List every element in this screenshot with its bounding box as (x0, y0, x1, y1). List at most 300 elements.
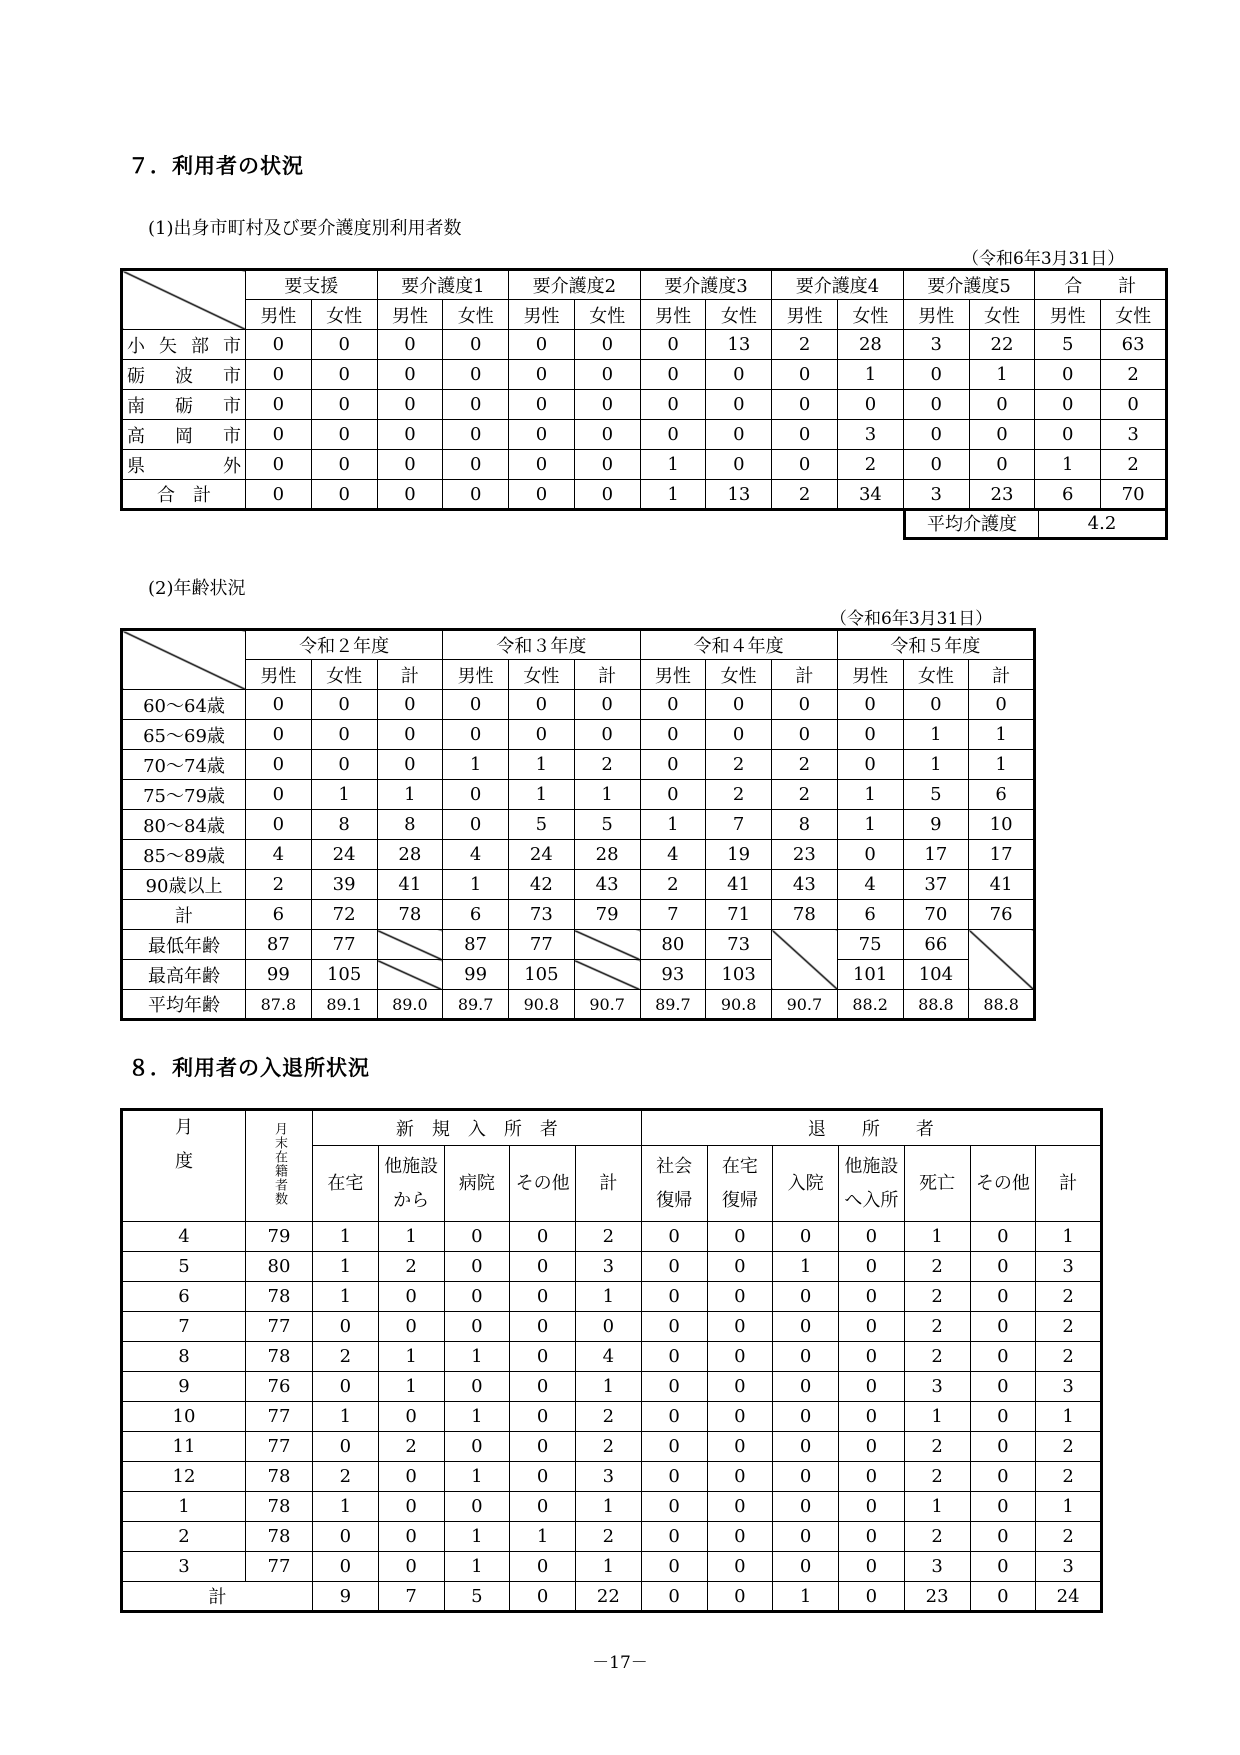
value-cell: 0 (510, 1282, 576, 1312)
value-cell: 0 (772, 720, 838, 750)
age-group-label: 85～89歳 (122, 840, 246, 870)
value-cell: 0 (246, 690, 312, 720)
table-row (122, 360, 1167, 390)
table-row (122, 690, 1035, 720)
enrolled-header-text: 月末在籍者数 (272, 1121, 287, 1206)
value-cell: 0 (970, 1552, 1036, 1582)
value-cell: 0 (377, 360, 443, 390)
value-cell: 0 (574, 480, 640, 510)
total-value: 0 (641, 1582, 707, 1612)
table-row (122, 1252, 1102, 1282)
table-row (122, 1552, 1102, 1582)
total-value: 7 (378, 1582, 444, 1612)
value-cell: 5 (903, 780, 969, 810)
value-cell: 1 (443, 750, 509, 780)
value-cell: 0 (839, 1432, 905, 1462)
value-cell: 0 (772, 420, 838, 450)
value-cell: 0 (839, 1372, 905, 1402)
subheader: 計 (969, 660, 1035, 690)
value-cell: 0 (444, 1492, 510, 1522)
value-cell: 2 (1036, 1282, 1102, 1312)
max-age-value: 103 (706, 960, 772, 990)
value-cell: 0 (378, 1402, 444, 1432)
subheader: 女性 (311, 660, 377, 690)
care-level-header: 要介護度2 (509, 270, 641, 300)
table-row (122, 390, 1167, 420)
value-cell: 2 (904, 1432, 970, 1462)
value-cell: 0 (640, 780, 706, 810)
value-cell: 0 (510, 1252, 576, 1282)
value-cell: 1 (640, 450, 706, 480)
value-cell: 8 (772, 810, 838, 840)
table-row (122, 1462, 1102, 1492)
value-cell: 0 (839, 1492, 905, 1522)
value-cell: 3 (904, 1552, 970, 1582)
empty-diagonal-cell (969, 930, 1035, 990)
month-cell: 11 (122, 1432, 246, 1462)
value-cell: 0 (707, 1552, 773, 1582)
table-row (122, 450, 1167, 480)
value-cell: 0 (641, 1402, 707, 1432)
value-cell: 0 (970, 1492, 1036, 1522)
value-cell: 1 (510, 1522, 576, 1552)
value-cell: 6 (837, 900, 903, 930)
value-cell: 0 (707, 1252, 773, 1282)
value-cell: 0 (773, 1492, 839, 1522)
value-cell: 1 (444, 1342, 510, 1372)
value-cell: 0 (640, 390, 706, 420)
value-cell: 0 (903, 420, 969, 450)
value-cell: 0 (509, 480, 575, 510)
value-cell: 0 (377, 390, 443, 420)
value-cell: 37 (903, 870, 969, 900)
table2-date: （令和6年3月31日） (830, 609, 993, 629)
value-cell: 0 (970, 1282, 1036, 1312)
value-cell: 0 (969, 420, 1035, 450)
enrolled-cell: 76 (246, 1372, 313, 1402)
table-row (122, 330, 1167, 360)
avg-age-value: 88.8 (903, 990, 969, 1020)
max-age-row (122, 960, 1035, 990)
value-cell: 0 (773, 1462, 839, 1492)
sex-header: 男性 (377, 300, 443, 330)
total-value: 1 (773, 1582, 839, 1612)
table-row (122, 900, 1035, 930)
value-cell: 0 (509, 690, 575, 720)
value-cell: 1 (837, 780, 903, 810)
value-cell: 0 (311, 690, 377, 720)
avg-age-value: 89.7 (443, 990, 509, 1020)
value-cell: 0 (641, 1222, 707, 1252)
value-cell: 0 (443, 720, 509, 750)
subheader: 計 (772, 660, 838, 690)
value-cell: 3 (576, 1462, 642, 1492)
value-cell: 0 (772, 690, 838, 720)
value-cell: 0 (773, 1372, 839, 1402)
value-cell: 0 (707, 1402, 773, 1432)
discharge-column-header: 他施設 へ入所 (839, 1146, 905, 1222)
table-row (122, 480, 1167, 510)
month-cell: 2 (122, 1522, 246, 1552)
value-cell: 0 (839, 1342, 905, 1372)
value-cell: 28 (838, 330, 904, 360)
admission-column-header: 他施設 から (378, 1146, 444, 1222)
value-cell: 63 (1101, 330, 1167, 360)
value-cell: 0 (378, 1282, 444, 1312)
value-cell: 0 (969, 390, 1035, 420)
value-cell: 0 (706, 690, 772, 720)
enrolled-cell: 78 (246, 1462, 313, 1492)
value-cell: 2 (772, 330, 838, 360)
value-cell: 0 (378, 1552, 444, 1582)
min-age-value: 73 (706, 930, 772, 960)
value-cell: 1 (443, 870, 509, 900)
value-cell: 2 (313, 1342, 379, 1372)
value-cell: 0 (246, 810, 312, 840)
table-row (122, 810, 1035, 840)
value-cell: 0 (311, 360, 377, 390)
sex-header: 女性 (1101, 300, 1167, 330)
empty-diagonal-cell (377, 930, 443, 960)
total-value: 22 (576, 1582, 642, 1612)
admission-column-header: 計 (576, 1146, 642, 1222)
value-cell: 4 (443, 840, 509, 870)
value-cell: 2 (574, 750, 640, 780)
value-cell: 2 (838, 450, 904, 480)
value-cell: 0 (707, 1222, 773, 1252)
value-cell: 0 (839, 1402, 905, 1432)
value-cell: 2 (378, 1432, 444, 1462)
value-cell: 2 (706, 780, 772, 810)
value-cell: 0 (574, 330, 640, 360)
value-cell: 0 (641, 1252, 707, 1282)
value-cell: 0 (839, 1282, 905, 1312)
avg-age-value: 89.0 (377, 990, 443, 1020)
value-cell: 0 (509, 330, 575, 360)
value-cell: 1 (311, 780, 377, 810)
value-cell: 3 (1101, 420, 1167, 450)
value-cell: 0 (443, 810, 509, 840)
value-cell: 10 (969, 810, 1035, 840)
value-cell: 3 (576, 1252, 642, 1282)
value-cell: 1 (378, 1222, 444, 1252)
value-cell: 0 (311, 480, 377, 510)
value-cell: 0 (313, 1372, 379, 1402)
avg-age-label: 平均年齢 (122, 990, 246, 1020)
value-cell: 0 (707, 1372, 773, 1402)
min-age-value: 77 (311, 930, 377, 960)
value-cell: 6 (443, 900, 509, 930)
value-cell: 1 (509, 780, 575, 810)
value-cell: 7 (640, 900, 706, 930)
enrolled-cell: 80 (246, 1252, 313, 1282)
value-cell: 6 (969, 780, 1035, 810)
value-cell: 24 (509, 840, 575, 870)
max-age-value: 93 (640, 960, 706, 990)
value-cell: 8 (377, 810, 443, 840)
table1-caption: (1)出身市町村及び要介護度別利用者数 (148, 218, 462, 239)
value-cell: 1 (574, 780, 640, 810)
table-row (122, 420, 1167, 450)
value-cell: 0 (641, 1342, 707, 1372)
month-cell: 10 (122, 1402, 246, 1432)
value-cell: 1 (509, 750, 575, 780)
value-cell: 0 (969, 450, 1035, 480)
value-cell: 0 (640, 720, 706, 750)
value-cell: 0 (510, 1222, 576, 1252)
value-cell: 0 (707, 1432, 773, 1462)
subheader: 男性 (443, 660, 509, 690)
total-value: 0 (510, 1582, 576, 1612)
admission-column-header: その他 (510, 1146, 576, 1222)
enrolled-cell: 77 (246, 1552, 313, 1582)
max-age-value: 105 (311, 960, 377, 990)
value-cell: 0 (640, 750, 706, 780)
value-cell: 0 (772, 390, 838, 420)
discharge-column-header: 死亡 (904, 1146, 970, 1222)
header-row (122, 270, 1167, 300)
value-cell: 0 (706, 360, 772, 390)
value-cell: 0 (311, 750, 377, 780)
value-cell: 23 (969, 480, 1035, 510)
value-cell: 1 (969, 360, 1035, 390)
value-cell: 1 (640, 480, 706, 510)
table-row (122, 1372, 1102, 1402)
value-cell: 0 (773, 1312, 839, 1342)
value-cell: 0 (970, 1522, 1036, 1552)
value-cell: 2 (706, 750, 772, 780)
value-cell: 1 (969, 720, 1035, 750)
value-cell: 0 (970, 1222, 1036, 1252)
max-age-value: 101 (837, 960, 903, 990)
total-value: 0 (970, 1582, 1036, 1612)
month-cell: 5 (122, 1252, 246, 1282)
value-cell: 0 (444, 1252, 510, 1282)
month-cell: 8 (122, 1342, 246, 1372)
value-cell: 0 (444, 1312, 510, 1342)
value-cell: 0 (246, 750, 312, 780)
table-row (122, 1522, 1102, 1552)
fiscal-year-header: 令和４年度 (640, 630, 837, 660)
value-cell: 3 (904, 1372, 970, 1402)
row-label: 小矢部市 (122, 330, 246, 360)
value-cell: 0 (510, 1432, 576, 1462)
sex-header: 女性 (706, 300, 772, 330)
value-cell: 0 (706, 450, 772, 480)
value-cell: 39 (311, 870, 377, 900)
value-cell: 0 (378, 1312, 444, 1342)
value-cell: 2 (904, 1312, 970, 1342)
value-cell: 0 (509, 720, 575, 750)
value-cell: 1 (444, 1402, 510, 1432)
month-cell: 4 (122, 1222, 246, 1252)
value-cell: 1 (773, 1252, 839, 1282)
subheader: 女性 (509, 660, 575, 690)
value-cell: 2 (904, 1522, 970, 1552)
min-age-value: 87 (246, 930, 312, 960)
value-cell: 4 (640, 840, 706, 870)
value-cell: 0 (311, 450, 377, 480)
fiscal-year-header: 令和５年度 (837, 630, 1034, 660)
table1-date: （令和6年3月31日） (962, 249, 1125, 269)
value-cell: 2 (576, 1222, 642, 1252)
value-cell: 1 (576, 1372, 642, 1402)
value-cell: 2 (772, 480, 838, 510)
value-cell: 1 (378, 1372, 444, 1402)
month-cell: 6 (122, 1282, 246, 1312)
enrolled-cell: 77 (246, 1402, 313, 1432)
value-cell: 1 (313, 1252, 379, 1282)
value-cell: 4 (246, 840, 312, 870)
value-cell: 1 (838, 360, 904, 390)
header-row (122, 1110, 1102, 1146)
value-cell: 2 (1101, 450, 1167, 480)
value-cell: 3 (1036, 1372, 1102, 1402)
care-level-header: 要介護度1 (377, 270, 509, 300)
value-cell: 0 (839, 1522, 905, 1552)
value-cell: 5 (509, 810, 575, 840)
value-cell: 42 (509, 870, 575, 900)
value-cell: 0 (443, 780, 509, 810)
value-cell: 0 (641, 1312, 707, 1342)
value-cell: 0 (510, 1492, 576, 1522)
subheader: 女性 (903, 660, 969, 690)
value-cell: 0 (970, 1402, 1036, 1432)
value-cell: 0 (313, 1432, 379, 1462)
value-cell: 22 (969, 330, 1035, 360)
value-cell: 17 (903, 840, 969, 870)
total-row (122, 1582, 1102, 1612)
subheader: 男性 (640, 660, 706, 690)
value-cell: 0 (641, 1372, 707, 1402)
value-cell: 0 (246, 420, 312, 450)
value-cell: 0 (377, 330, 443, 360)
value-cell: 0 (574, 360, 640, 390)
row-label: 合 計 (122, 480, 246, 510)
value-cell: 1 (903, 750, 969, 780)
avg-age-value: 89.7 (640, 990, 706, 1020)
total-value: 9 (313, 1582, 379, 1612)
table-row (122, 750, 1035, 780)
subheader: 女性 (706, 660, 772, 690)
value-cell: 4 (576, 1342, 642, 1372)
value-cell: 1 (576, 1552, 642, 1582)
value-cell: 0 (444, 1222, 510, 1252)
value-cell: 0 (574, 720, 640, 750)
value-cell: 0 (509, 390, 575, 420)
admission-discharge-table (120, 1108, 1103, 1613)
table-row (122, 1492, 1102, 1522)
avg-age-value: 89.1 (311, 990, 377, 1020)
value-cell: 0 (707, 1342, 773, 1372)
admission-column-header: 病院 (444, 1146, 510, 1222)
care-level-header: 要支援 (246, 270, 378, 300)
admissions-header: 新 規 入 所 者 (313, 1110, 642, 1146)
value-cell: 2 (1036, 1432, 1102, 1462)
sex-header: 男性 (509, 300, 575, 330)
age-group-label: 75～79歳 (122, 780, 246, 810)
value-cell: 0 (443, 450, 509, 480)
value-cell: 0 (443, 360, 509, 390)
value-cell: 0 (773, 1552, 839, 1582)
admission-column-header: 在宅 (313, 1146, 379, 1222)
header-row (122, 630, 1035, 660)
age-group-label: 80～84歳 (122, 810, 246, 840)
value-cell: 43 (574, 870, 640, 900)
section-7-title: ７．利用者の状況 (128, 153, 304, 178)
value-cell: 43 (772, 870, 838, 900)
sex-header-row (122, 300, 1167, 330)
value-cell: 0 (839, 1552, 905, 1582)
max-age-value: 99 (443, 960, 509, 990)
enrolled-cell: 78 (246, 1492, 313, 1522)
value-cell: 0 (246, 480, 312, 510)
table-row (122, 720, 1035, 750)
value-cell: 1 (903, 720, 969, 750)
value-cell: 2 (576, 1432, 642, 1462)
discharge-column-header: 社会 復帰 (641, 1146, 707, 1222)
month-cell: 7 (122, 1312, 246, 1342)
value-cell: 0 (444, 1432, 510, 1462)
month-cell: 12 (122, 1462, 246, 1492)
value-cell: 0 (246, 720, 312, 750)
value-cell: 0 (969, 690, 1035, 720)
enrolled-cell: 78 (246, 1282, 313, 1312)
table-row (122, 1342, 1102, 1372)
discharge-column-header: 計 (1036, 1146, 1102, 1222)
value-cell: 0 (246, 360, 312, 390)
table-row (122, 1312, 1102, 1342)
enrolled-cell: 77 (246, 1312, 313, 1342)
row-label: 砺波市 (122, 360, 246, 390)
value-cell: 2 (1036, 1522, 1102, 1552)
average-care-level-label: 平均介護度 (905, 509, 1039, 539)
empty-diagonal-cell (772, 930, 838, 990)
value-cell: 1 (444, 1522, 510, 1552)
value-cell: 0 (443, 330, 509, 360)
value-cell: 0 (839, 1252, 905, 1282)
diagonal-corner-cell (122, 630, 246, 690)
value-cell: 2 (904, 1462, 970, 1492)
value-cell: 0 (970, 1312, 1036, 1342)
care-level-header: 要介護度3 (640, 270, 772, 300)
enrolled-cell: 77 (246, 1432, 313, 1462)
value-cell: 0 (773, 1432, 839, 1462)
sex-header: 女性 (969, 300, 1035, 330)
value-cell: 1 (1036, 1492, 1102, 1522)
care-level-header: 要介護度5 (903, 270, 1035, 300)
value-cell: 0 (772, 360, 838, 390)
value-cell: 3 (838, 420, 904, 450)
value-cell: 1 (904, 1222, 970, 1252)
sex-header: 女性 (838, 300, 904, 330)
empty-diagonal-cell (574, 960, 640, 990)
value-cell: 1 (313, 1402, 379, 1432)
avg-age-value: 88.2 (837, 990, 903, 1020)
value-cell: 0 (377, 480, 443, 510)
value-cell: 5 (574, 810, 640, 840)
value-cell: 0 (773, 1282, 839, 1312)
month-cell: 3 (122, 1552, 246, 1582)
value-cell: 17 (969, 840, 1035, 870)
value-cell: 0 (311, 420, 377, 450)
value-cell: 0 (903, 450, 969, 480)
value-cell: 1 (1036, 1402, 1102, 1432)
value-cell: 28 (574, 840, 640, 870)
value-cell: 79 (574, 900, 640, 930)
value-cell: 24 (311, 840, 377, 870)
value-cell: 41 (969, 870, 1035, 900)
